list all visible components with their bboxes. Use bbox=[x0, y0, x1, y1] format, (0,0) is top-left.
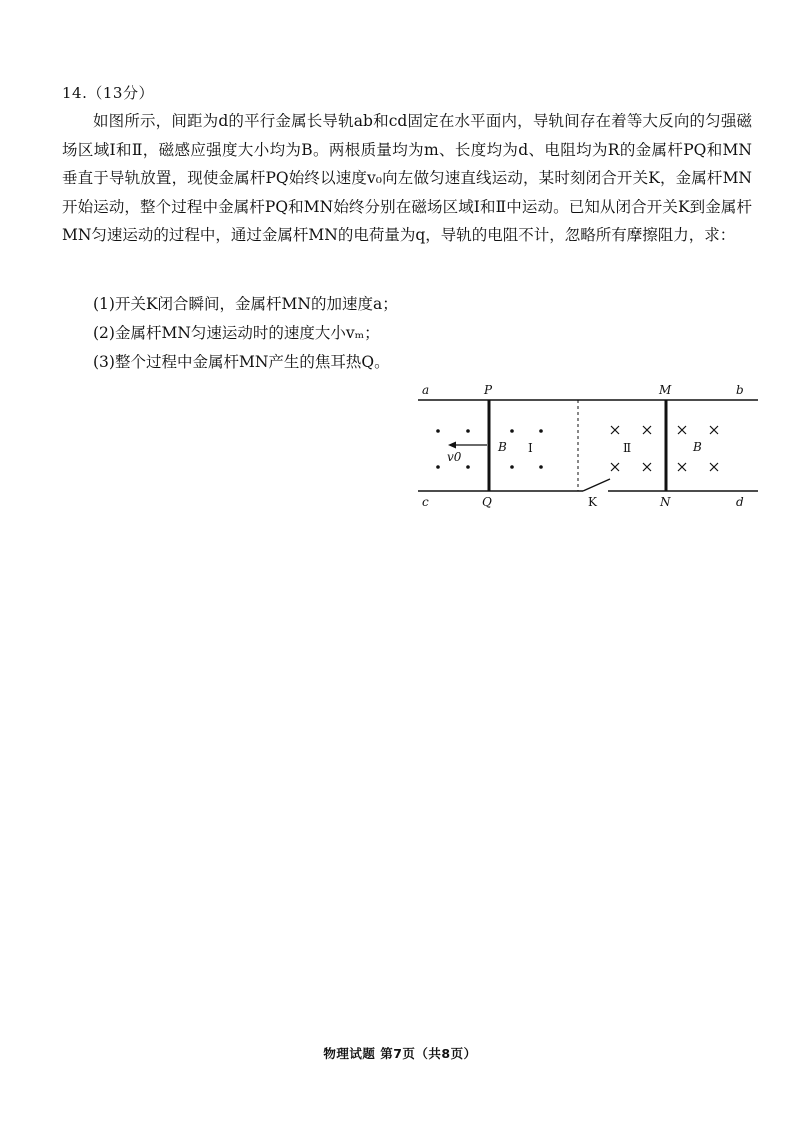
label-m: M bbox=[659, 383, 672, 397]
label-b-field-left: B bbox=[498, 440, 507, 454]
label-n: N bbox=[660, 495, 671, 509]
question-list bbox=[93, 290, 743, 377]
label-region-1: Ⅰ bbox=[528, 441, 533, 455]
label-a: a bbox=[422, 383, 430, 397]
label-q: Q bbox=[482, 495, 492, 509]
question-2: (2)金属杆MN匀速运动时的速度大小vₘ； bbox=[93, 324, 380, 342]
question-3: (3)整个过程中金属杆MN产生的焦耳热Q。 bbox=[93, 353, 390, 371]
label-d: d bbox=[736, 495, 744, 509]
label-b-field-right: B bbox=[693, 440, 702, 454]
label-region-2: Ⅱ bbox=[623, 441, 632, 455]
velocity-arrow-icon bbox=[448, 442, 487, 449]
problem-statement: 如图所示，间距为d的平行金属长导轨ab和cd固定在水平面内，导轨间存在着等大反向的匀强磁场区域Ⅰ和Ⅱ，磁感应强度大小均为B。两根质量均为m、长度均为d、电阻均为R的金属杆PQ和MN垂直于导轨放置，现使金属杆PQ始终以速度v₀向左做匀速直线运动，某时刻闭合开关K，金属杆MN开始运动，整个过程中金属杆PQ和MN始终分别在磁场区域Ⅰ和Ⅱ中运动。已知从闭合开关K到金属杆MN匀速运动的过程中，通过金属杆MN的电荷量为q，导轨的电阻不计，忽略所有摩擦阻力，求： bbox=[62, 112, 752, 244]
label-b: b bbox=[736, 383, 744, 397]
label-c: c bbox=[422, 495, 429, 509]
problem-header: 14.（13分） bbox=[62, 84, 154, 102]
page-footer: 物理试题 第7页（共8页） bbox=[323, 1046, 477, 1061]
rail-circuit-figure bbox=[418, 383, 758, 513]
switch-k bbox=[583, 479, 610, 491]
circuit-diagram bbox=[418, 383, 758, 513]
question-1: (1)开关K闭合瞬间，金属杆MN的加速度a； bbox=[93, 295, 398, 313]
label-k: K bbox=[588, 495, 597, 509]
label-p: P bbox=[484, 383, 493, 397]
label-v0: v0 bbox=[447, 450, 462, 464]
